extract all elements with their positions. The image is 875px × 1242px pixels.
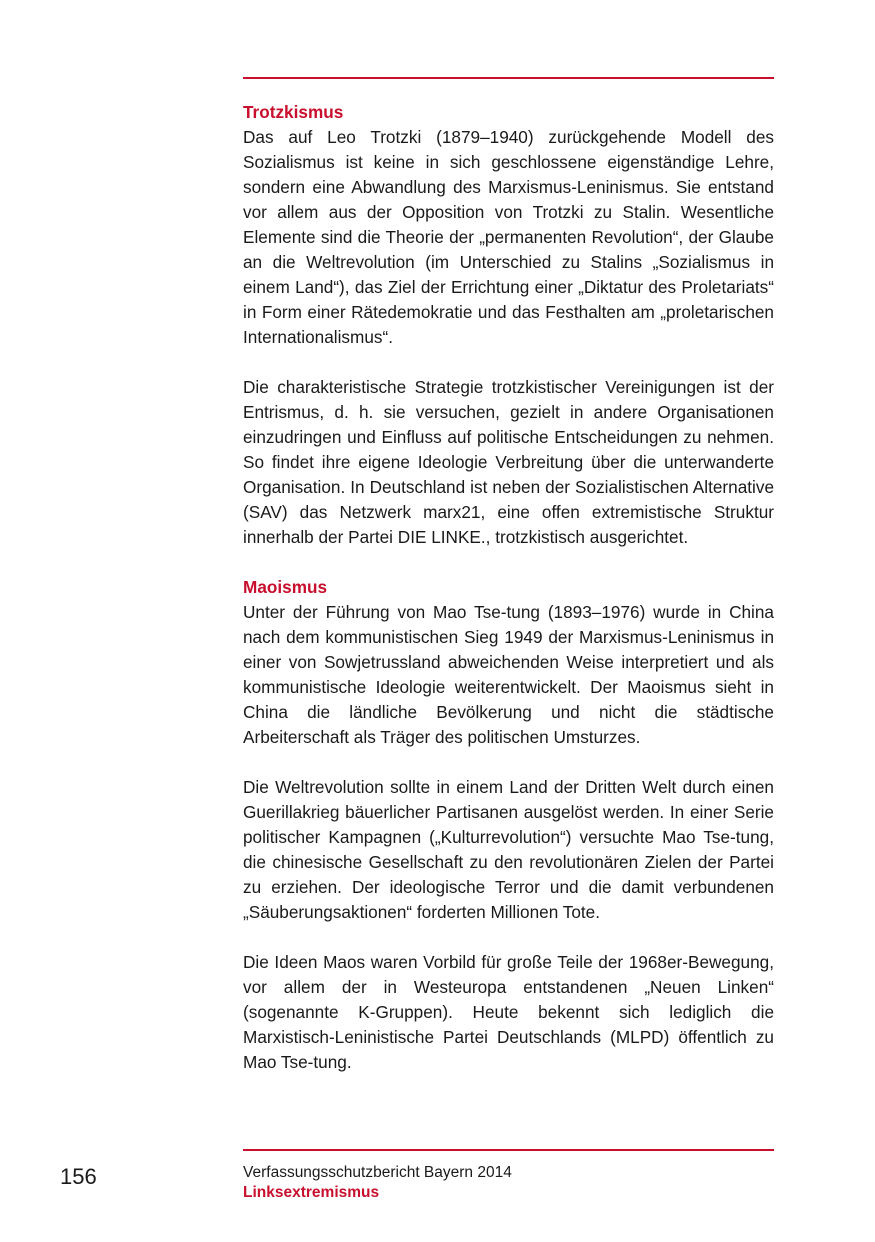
top-divider: [243, 77, 774, 79]
section-heading: Trotzkismus: [243, 102, 344, 122]
section-heading: Maoismus: [243, 577, 328, 597]
section-label: Linksextremismus: [243, 1184, 380, 1201]
main-content: [243, 100, 774, 1075]
publication-title: Verfassungsschutzbericht Bayern 2014: [243, 1164, 512, 1181]
footer: [243, 1163, 512, 1203]
paragraph: Unter der Führung von Mao Tse-tung (1893–1976) wurde in China nach dem kommunistischen Sieg 1949 der Marxismus-Leninismus in einer von Sowjetrussland abweichenden Weise interpretiert und als kommunistische Ideologie weiterentwickelt. Der Maoismus sieht in China die ländliche Bevölkerung und nicht die städtische Arbeiterschaft als Träger des politischen Umsturzes.: [243, 602, 774, 747]
section-trotzkismus: [243, 100, 774, 550]
paragraph: Die Weltrevolution sollte in einem Land der Dritten Welt durch einen Guerillakrieg bäuerlicher Partisanen ausgelöst werden. In einer Serie politischer Kampagnen („Kulturrevolution“) versuchte Mao Tse-tung, die chinesische Gesellschaft zu den revolutionären Zielen der Partei zu erziehen. Der ideologische Terror und die damit verbundenen „Säuberungsaktionen“ forderten Millionen Tote.: [243, 777, 774, 922]
bottom-divider: [243, 1149, 774, 1151]
section-maoismus: [243, 575, 774, 1075]
paragraph: Die charakteristische Strategie trotzkistischer Vereinigungen ist der Entrismus, d. h. sie versuchen, gezielt in andere Organisationen einzudringen und Einfluss auf politische Entscheidungen zu nehmen. So findet ihre eigene Ideologie Verbreitung über die unterwanderte Organisation. In Deutschland ist neben der Sozialistischen Alternative (SAV) das Netzwerk marx21, eine offen extremistische Struktur innerhalb der Partei DIE LINKE., trotzkistisch ausgerichtet.: [243, 377, 774, 547]
page-number: 156: [60, 1164, 97, 1189]
paragraph: Die Ideen Maos waren Vorbild für große Teile der 1968er-Bewegung, vor allem der in Westeuropa entstandenen „Neuen Linken“ (sogenannte K-Gruppen). Heute bekennt sich lediglich die Marxistisch-Leninistische Partei Deutschlands (MLPD) öffentlich zu Mao Tse-tung.: [243, 952, 774, 1072]
paragraph: Das auf Leo Trotzki (1879–1940) zurückgehende Modell des Sozialismus ist keine in sich geschlossene eigenständige Lehre, sondern eine Abwandlung des Marxismus-Leninismus. Sie entstand vor allem aus der Opposition von Trotzki zu Stalin. Wesentliche Elemente sind die Theorie der „permanenten Revolution“, der Glaube an die Weltrevolution (im Unterschied zu Stalins „Sozialismus in einem Land“), das Ziel der Errichtung einer „Diktatur des Proletariats“ in Form einer Rätedemokratie und das Festhalten am „proletarischen Internationalismus“.: [243, 127, 774, 347]
